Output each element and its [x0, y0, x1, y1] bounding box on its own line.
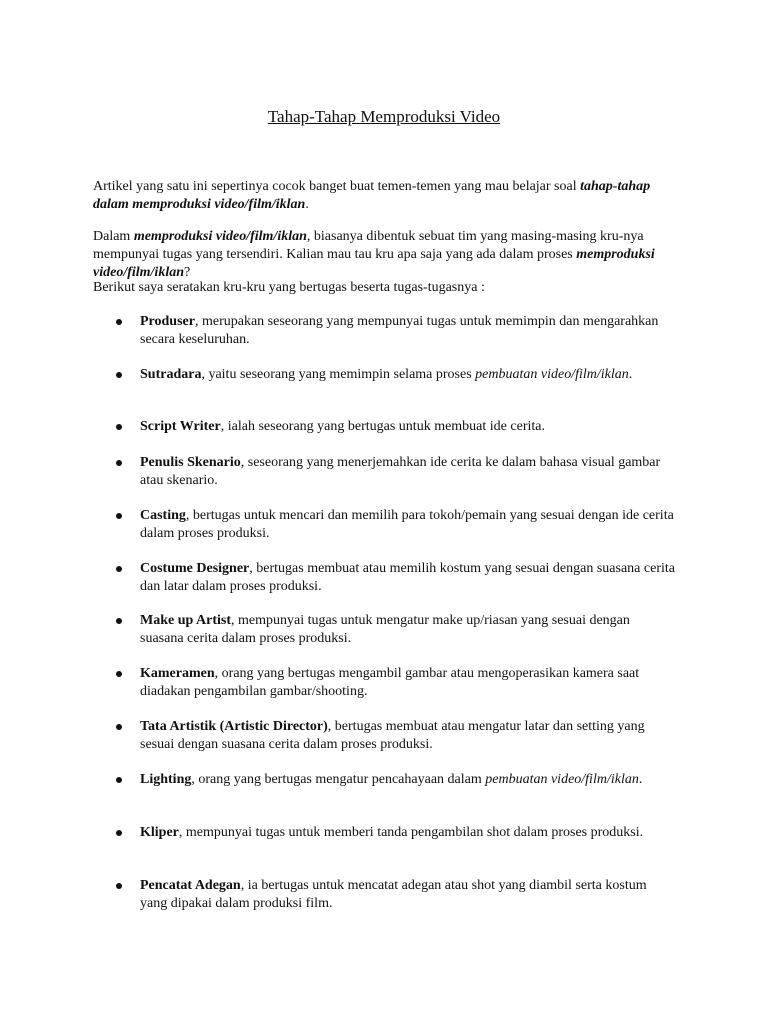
crew-term: Script Writer	[140, 419, 221, 434]
crew-desc: , mempunyai tugas untuk mengatur make up/riasan yang sesuai dengan suasana cerita dalam proses produksi.	[140, 613, 630, 646]
crew-term: Sutradara	[140, 367, 202, 382]
intro-text: Artikel yang satu ini sepertinya cocok banget buat temen-temen yang mau belajar soal	[93, 179, 581, 194]
intro-paragraph	[93, 178, 678, 214]
list-item-text	[140, 771, 676, 789]
list-intro-paragraph: Berikut saya seratakan kru-kru yang bertugas beserta tugas-tugasnya :	[93, 280, 485, 295]
list-item-text	[140, 560, 676, 596]
crew-desc: , orang yang bertugas mengambil gambar atau mengoperasikan kamera saat diadakan pengambilan gambar/shooting.	[140, 666, 640, 699]
crew-desc: , orang yang bertugas mengatur pencahayaan dalam	[191, 772, 486, 787]
bullet-icon	[116, 724, 122, 730]
bullet-icon	[116, 460, 122, 466]
crew-desc-end: .	[638, 772, 643, 787]
crew-term: Produser	[140, 314, 195, 329]
list-item-text	[140, 313, 676, 349]
crew-desc: , merupakan seseorang yang mempunyai tugas untuk memimpin dan mengarahkan secara keseluruhan.	[140, 314, 659, 347]
crew-term: Make up Artist	[140, 613, 231, 628]
crew-term: Tata Artistik (Artistic Director)	[140, 719, 328, 734]
bullet-icon	[116, 566, 122, 572]
intro-end: .	[305, 197, 309, 212]
list-item-text	[140, 665, 676, 701]
crew-desc-italic: pembuatan video/film/iklan	[485, 772, 639, 787]
bullet-icon	[116, 372, 122, 378]
production-paragraph	[93, 228, 678, 282]
bullet-icon	[116, 883, 122, 889]
crew-term: Penulis Skenario	[140, 455, 241, 470]
bullet-icon	[116, 830, 122, 836]
crew-desc: , ialah seseorang yang bertugas untuk membuat ide cerita.	[220, 419, 545, 434]
crew-desc: , bertugas membuat atau mengatur latar dan setting yang sesuai dengan suasana cerita dalam proses produksi.	[140, 719, 645, 752]
crew-desc: , bertugas membuat atau memilih kostum yang sesuai dengan suasana cerita dan latar dalam proses produksi.	[140, 561, 675, 594]
para2-e: ?	[184, 265, 191, 280]
bullet-icon	[116, 424, 122, 430]
crew-desc-italic: pembuatan video/film/iklan	[475, 367, 629, 382]
crew-desc: , bertugas untuk mencari dan memilih para tokoh/pemain yang sesuai dengan ide cerita dalam proses produksi.	[140, 508, 674, 541]
list-item-text	[140, 824, 676, 842]
list-item-text	[140, 366, 676, 384]
intro-emphasis: tahap-tahap dalam memproduksi video/film/iklan	[93, 179, 651, 212]
list-item-text	[140, 418, 676, 436]
bullet-icon	[116, 671, 122, 677]
crew-term: Costume Designer	[140, 561, 250, 576]
crew-desc: , yaitu seseorang yang memimpin selama proses	[201, 367, 476, 382]
list-item-text	[140, 877, 676, 913]
bullet-icon	[116, 513, 122, 519]
bullet-icon	[116, 319, 122, 325]
para2-a: Dalam	[93, 229, 134, 244]
list-item-text	[140, 454, 676, 490]
crew-term: Lighting	[140, 772, 192, 787]
para2-emphasis-2: memproduksi video/film/iklan	[93, 247, 655, 280]
crew-term: Kameramen	[140, 666, 215, 681]
bullet-icon	[116, 618, 122, 624]
document-title: Tahap-Tahap Memproduksi Video	[267, 107, 501, 126]
para2-c: , biasanya dibentuk sebuat tim yang masing-masing kru-nya mempunyai tugas yang tersendiri. Kalian mau tau kru apa saja yang ada dalam proses	[93, 229, 644, 262]
crew-term: Pencatat Adegan	[140, 878, 241, 893]
crew-term: Casting	[140, 508, 186, 523]
bullet-icon	[116, 777, 122, 783]
list-item-text	[140, 507, 676, 543]
crew-desc-end: .	[628, 367, 633, 382]
list-item-text	[140, 612, 676, 648]
crew-desc: , ia bertugas untuk mencatat adegan atau shot yang diambil serta kostum yang dipakai dalam produksi film.	[140, 878, 647, 911]
crew-desc: , seseorang yang menerjemahkan ide cerita ke dalam bahasa visual gambar atau skenario.	[140, 455, 661, 488]
list-item-text	[140, 718, 676, 754]
crew-desc: , mempunyai tugas untuk memberi tanda pengambilan shot dalam proses produksi.	[178, 825, 644, 840]
crew-term: Kliper	[140, 825, 179, 840]
para2-emphasis-1: memproduksi video/film/iklan	[133, 229, 307, 244]
